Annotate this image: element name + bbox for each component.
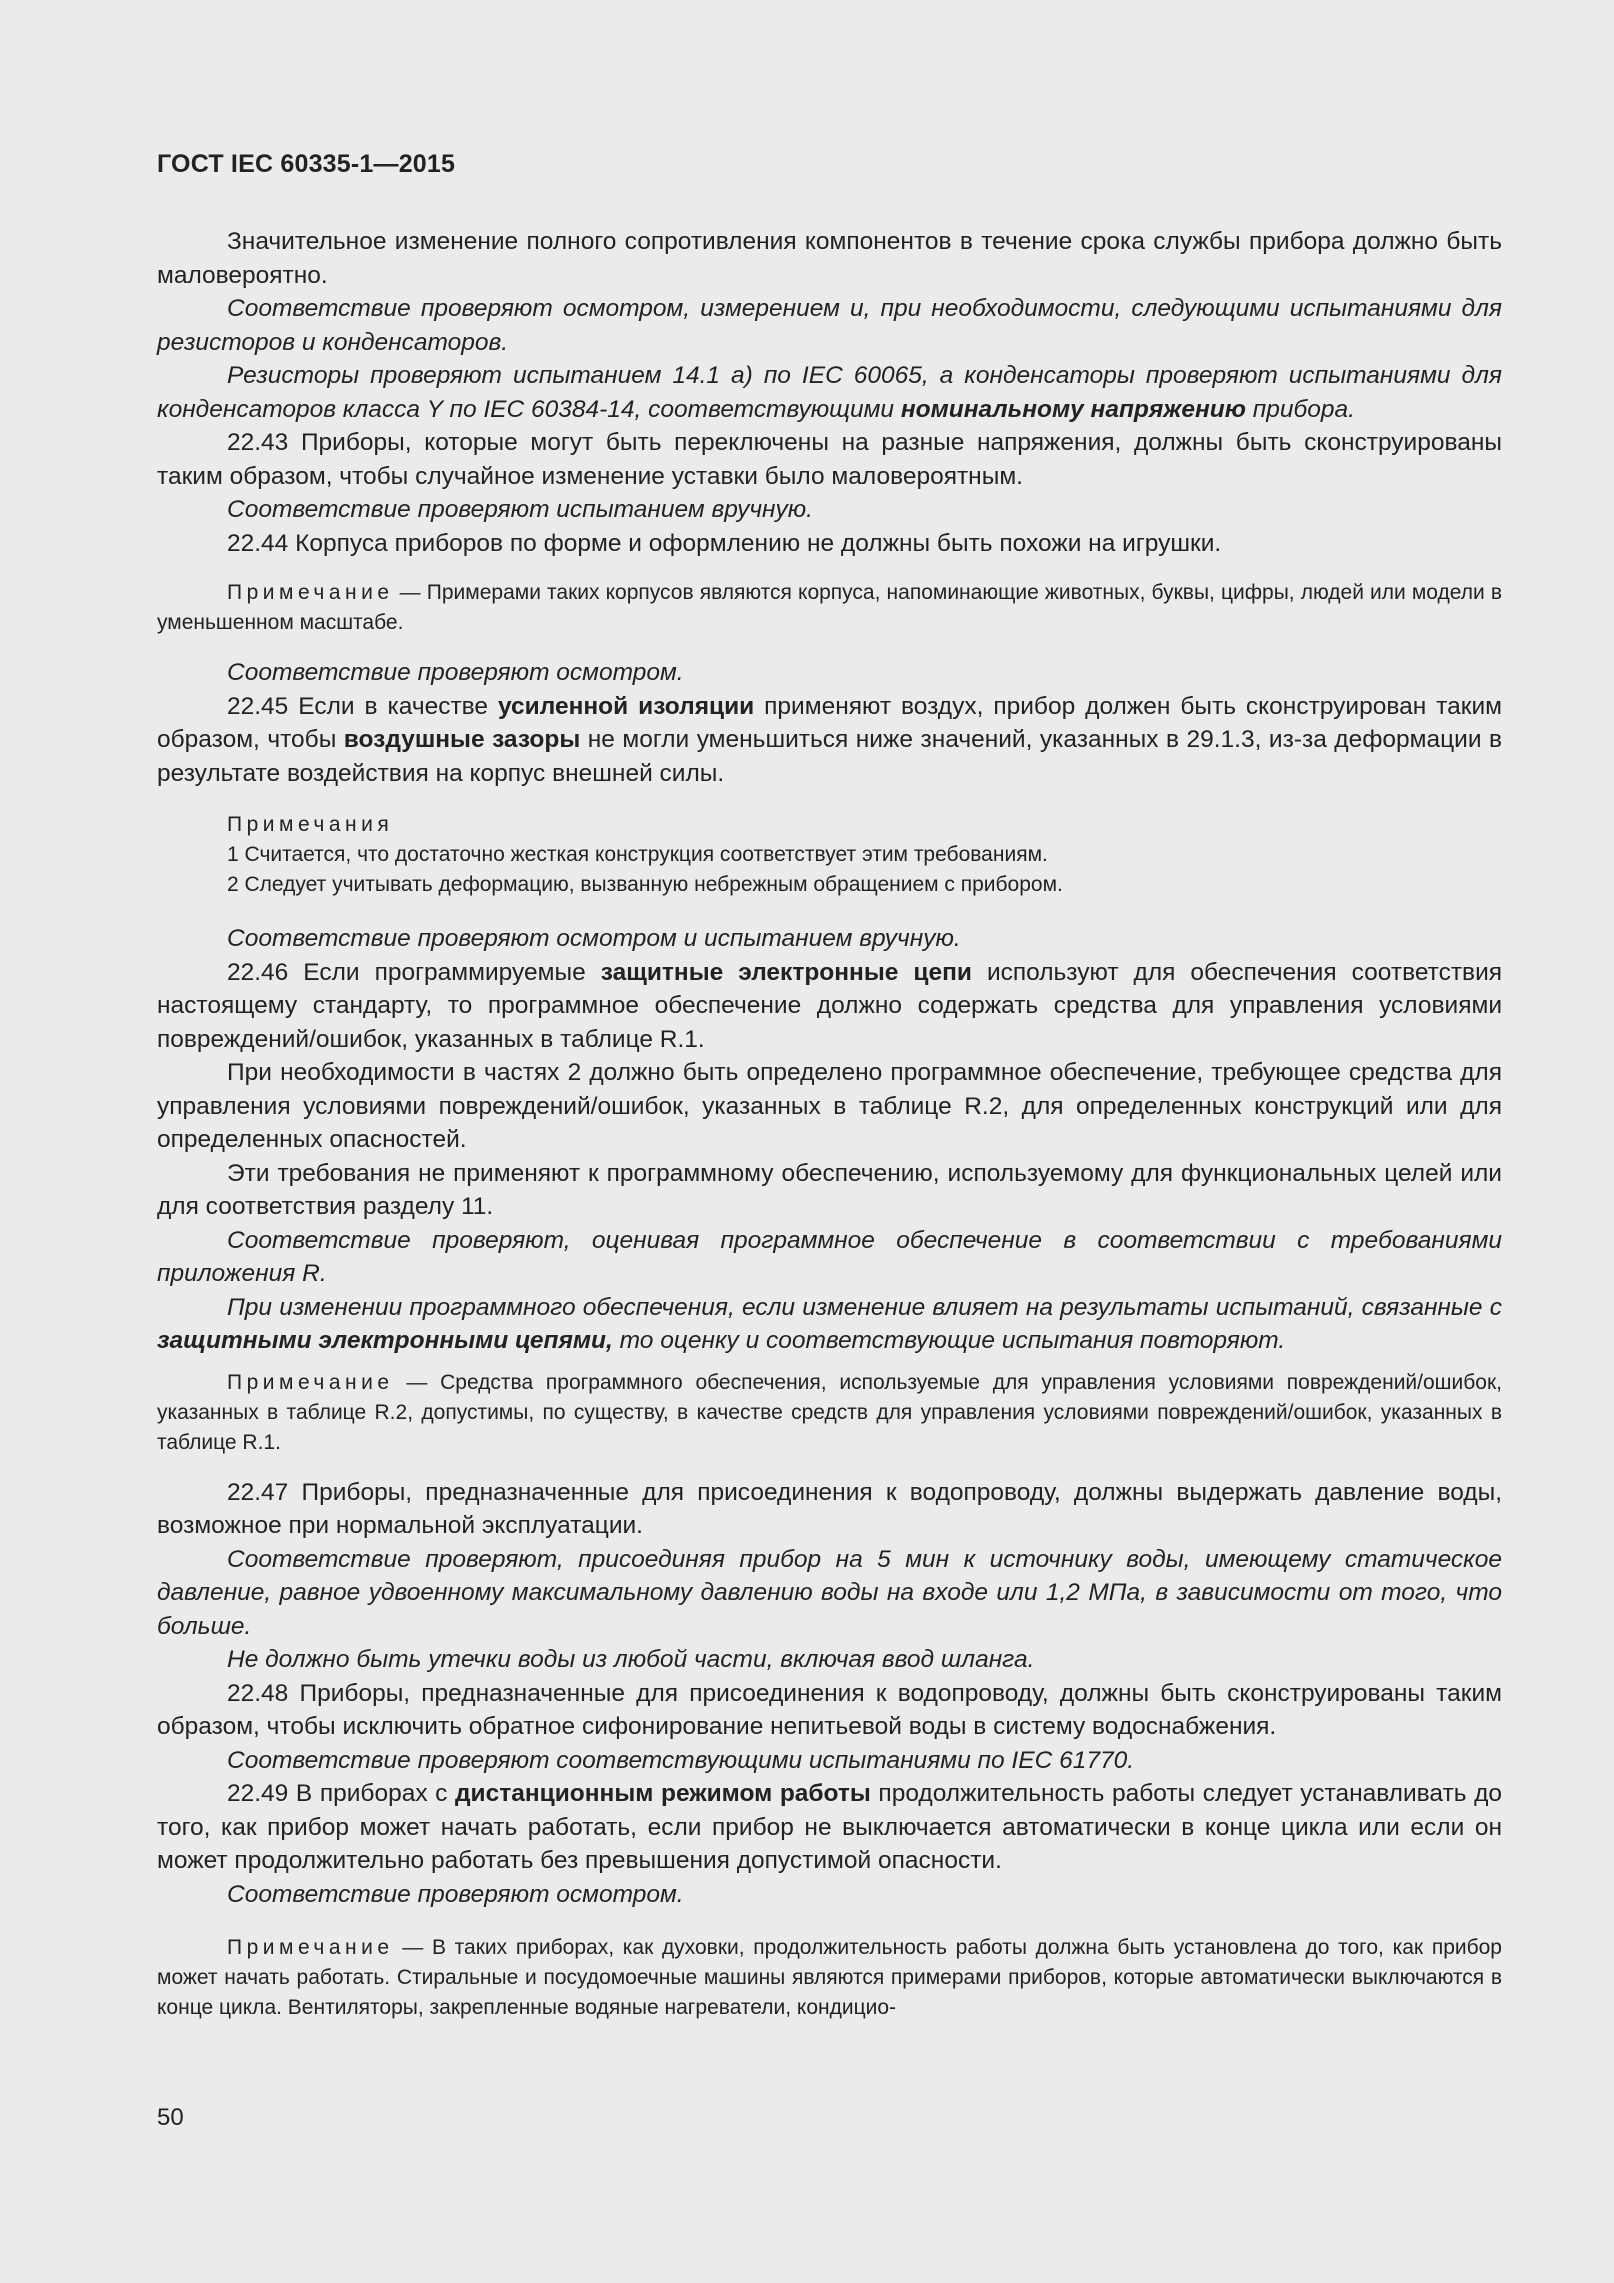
defined-term: защитными электронными цепями, [157, 1327, 613, 1354]
clause-22-48: 22.48 Приборы, предназначенные для присоединения к водопроводу, должны быть сконструированы таким образом, чтобы исключить обратное сифонирование непитьевой воды в систему водоснабжения. [157, 1679, 1502, 1740]
compliance-paragraph: Соответствие проверяют осмотром. [227, 659, 684, 686]
page-header-title: ГОСТ IEC 60335-1—2015 [157, 150, 456, 178]
paragraph: Не должно быть утечки воды из любой части, включая ввод шланга. [227, 1646, 1035, 1673]
note-label: Примечание [227, 1936, 394, 1959]
clause-22-46: 22.46 Если программируемые защитные электронные цепи используют для обеспечения соответствия настоящему стандарту, то программное обеспечение должно содержать средства для управления условиями повреждений/ошибок, указанных в таблице R.1. [157, 958, 1503, 1053]
defined-term: защитные электронные цепи [600, 958, 972, 986]
clause-22-44: 22.44 Корпуса приборов по форме и оформлению не должны быть похожи на игрушки. [227, 529, 1222, 557]
page-number: 50 [157, 2104, 184, 2131]
note-item: 1 Считается, что достаточно жесткая конструкция соответствует этим требованиям. [227, 843, 1048, 866]
note: Примечание — Средства программного обеспечения, используемые для управления условиями повреждений/ошибок, указанных в таблице R.2, допустимы, по существу, в качестве средств для управления условиями повреждений/ошибок, указанных в таблице R.1. [157, 1370, 1502, 1454]
compliance-paragraph: Соответствие проверяют осмотром и испытанием вручную. [227, 925, 961, 952]
defined-term: дистанционным режимом работы [455, 1780, 871, 1807]
compliance-paragraph: Соответствие проверяют, оценивая программное обеспечение в соответствии с требованиями приложения R. [157, 1226, 1502, 1287]
notes-label: Примечания [227, 813, 394, 836]
compliance-paragraph: Соответствие проверяют, присоединяя прибор на 5 мин к источнику воды, имеющему статическое давление, равное удвоенному максимальному давлению воды на входе или 1,2 МПа, в зависимости от того, что больше. [157, 1545, 1502, 1640]
paragraph: При изменении программного обеспечения, если изменение влияет на результаты испытаний, связанные с защитными электронными цепями, то оценку и соответствующие испытания повторяют. [157, 1293, 1502, 1354]
note-label: Примечание [227, 1370, 394, 1394]
note: Примечание — Примерами таких корпусов являются корпуса, напоминающие животных, буквы, цифры, людей или модели в уменьшенном масштабе. [157, 581, 1502, 634]
defined-term: воздушные зазоры [343, 726, 581, 753]
paragraph: Эти требования не применяют к программному обеспечению, используемому для функциональных целей или для соответствия разделу 11. [157, 1159, 1502, 1220]
clause-22-49: 22.49 В приборах с дистанционным режимом работы продолжительность работы следует устанавливать до того, как прибор может начать работать, если прибор не выключается автоматически в конце цикла или если он может продолжительно работать без превышения допустимой опасности. [157, 1780, 1502, 1874]
note: Примечание — В таких приборах, как духовки, продолжительность работы должна быть установлена до того, как прибор может начать работать. Стиральные и посудомоечные машины являются примерами приборов, которые автоматически выключаются в конце цикла. Вентиляторы, закрепленные водяные нагреватели, кондицио- [157, 1936, 1502, 2019]
document-body [157, 225, 1502, 2041]
paragraph: Резисторы проверяют испытанием 14.1 a) по IEC 60065, а конденсаторы проверяют испытаниями для конденсаторов класса Y по IEC 60384-14, соответствующими номинальному напряжению прибора. [157, 362, 1502, 423]
compliance-paragraph: Соответствие проверяют испытанием вручную. [227, 496, 813, 523]
compliance-paragraph: Соответствие проверяют осмотром. [227, 1880, 684, 1908]
clause-22-45: 22.45 Если в качестве усиленной изоляции применяют воздух, прибор должен быть сконструирован таким образом, чтобы воздушные зазоры не могли уменьшиться ниже значений, указанных в 29.1.3, из-за деформации в результате воздействия на корпус внешней силы. [157, 692, 1503, 787]
paragraph: Значительное изменение полного сопротивления компонентов в течение срока службы прибора должно быть маловероятно. [157, 228, 1502, 289]
compliance-paragraph: Соответствие проверяют осмотром, измерением и, при необходимости, следующими испытаниями для резисторов и конденсаторов. [157, 295, 1502, 356]
note-label: Примечание [227, 581, 394, 604]
clause-22-43: 22.43 Приборы, которые могут быть переключены на разные напряжения, должны быть сконструированы таким образом, чтобы случайное изменение уставки было маловероятным. [157, 429, 1502, 490]
defined-term: усиленной изоляции [498, 692, 755, 720]
compliance-paragraph: Соответствие проверяют соответствующими испытаниями по IEC 61770. [227, 1746, 1135, 1774]
defined-term: номинальному напряжению [900, 395, 1246, 423]
note-item: 2 Следует учитывать деформацию, вызванную небрежным обращением с прибором. [227, 873, 1063, 896]
paragraph: При необходимости в частях 2 должно быть определено программное обеспечение, требующее средства для управления условиями повреждений/ошибок, указанных в таблице R.2, для определенных конструкций или для определенных опасностей. [157, 1059, 1502, 1153]
clause-22-47: 22.47 Приборы, предназначенные для присоединения к водопроводу, должны выдержать давление воды, возможное при нормальной эксплуатации. [157, 1478, 1502, 1539]
notes-block [227, 810, 1502, 900]
